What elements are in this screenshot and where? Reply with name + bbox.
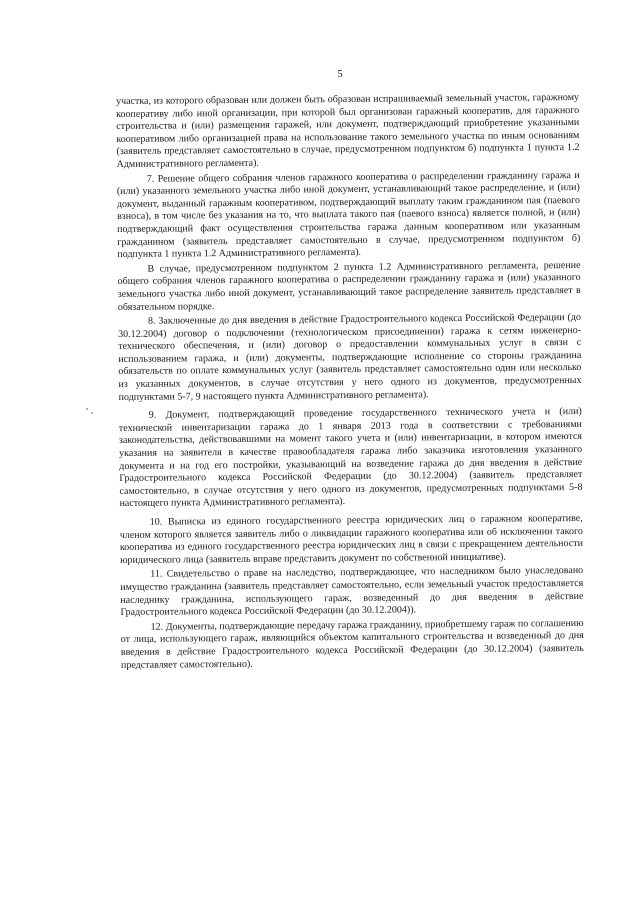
paragraph-item-7-note: В случае, предусмотренном подпунктом 2 пункта 1.2 Административного регламента, решение общего собрания членов гаражного кооператива о распределении гражданину гаража и (или) указанного земельного участка либо иной документ, устанавливающий такое распределение заявитель представляет в обязательном порядке. xyxy=(117,259,581,313)
paragraph-item-11: 11. Свидетельство о праве на наследство, подтверждающее, что наследником было унаследовано имущество гражданина (заявитель представляет самостоятельно, если земельный участок предоставляется наследнику гражданина, использующего гараж, возведенный до дня введения в действие Градостроительного кодекса Российской Федерации (до 30.12.2004)). xyxy=(120,565,584,619)
paragraph-item-9: 9. Документ, подтверждающий проведение государственного технического учета и (или) технической инвентаризации гаража до 1 января 2013 года в соответствии с требованиями законодательства, действовавшими на момент такого учета и (или) инвентаризации, в котором имеются указания на заявителя в качестве правообладателя гаража либо заказчика изготовления указанного документа и на год его постройки, указывающий на возведение гаража до дня введения в действие Градостроительного кодекса Российской Федерации (до 30.12.2004) (заявитель представляет самостоятельно, в случае отсутствия у него одного из документов, предусмотренных подпунктами 5-8 настоящего пункта Административного регламента). xyxy=(118,406,583,510)
scan-speck xyxy=(91,412,93,414)
document-body xyxy=(116,92,584,674)
paragraph-item-7: 7. Решение общего собрания членов гаражного кооператива о распределении гражданину гаража и (или) указанного земельного участка либо иной документ, устанавливающий такое распределение, и (или) документ, выданный гаражным кооперативом, подтверждающий выплату таким гражданином пая (паевого взноса), в том числе без указания на то, что выплата такого пая (паевого взноса) является полной, и (или) подтверждающий факт осуществления строительства гаража данным кооперативом или указанным гражданином (заявитель представляет самостоятельно в случае, предусмотренном подпунктом б) подпункта 1 пункта 1.2 Административного регламента). xyxy=(116,169,581,261)
paragraph-continuation: участка, из которого образован или должен быть образован испрашиваемый земельный участок, гаражному кооперативу либо иной организации, при которой был организован гаражный кооператив, для гаражного строительства и (или) размещения гаражей, или документ, подтверждающий приобретение указанными кооперативом либо организацией права на использование такого земельного участка по иным основаниям (заявитель представляет самостоятельно в случае, предусмотренном подпунктом б) подпункта 1 пункта 1.2 Административного регламента). xyxy=(116,91,580,170)
scan-speck xyxy=(86,408,88,410)
page-number: 5 xyxy=(337,68,343,80)
paragraph-item-8: 8. Заключенные до дня введения в действие Градостроительного кодекса Российской Федерации (до 30.12.2004) договор о подключении (технологическом присоединении) гаража к сетям инженерно-технического обеспечения, и (или) договор о предоставлении коммунальных услуг в связи с использованием гаража, и (или) документы, подтверждающие исполнение со стороны гражданина обязательств по оплате коммунальных услуг (заявитель представляет самостоятельно один или несколько из указанных документов, в случае отсутствия у него одного из документов, предусмотренных подпунктами 5-7, 9 настоящего пункта Административного регламента). xyxy=(118,312,582,403)
paragraph-item-10: 10. Выписка из единого государственного реестра юридических лиц о гаражном кооперативе, членом которого является заявитель либо о ликвидации гаражного кооператива или об исключении такого кооператива из единого государственного реестра юридических лиц в связи с прекращением деятельности юридического лица (заявитель вправе представить документ по собственной инициативе). xyxy=(119,512,583,566)
paragraph-item-12: 12. Документы, подтверждающие передачу гаража гражданину, приобретшему гараж по соглашению от лица, использующего гараж, являющийся объектом капитального строительства и возведенный до дня введения в действие Градостроительного кодекса Российской Федерации (до 30.12.2004) (заявитель представляет самостоятельно). xyxy=(120,617,584,671)
